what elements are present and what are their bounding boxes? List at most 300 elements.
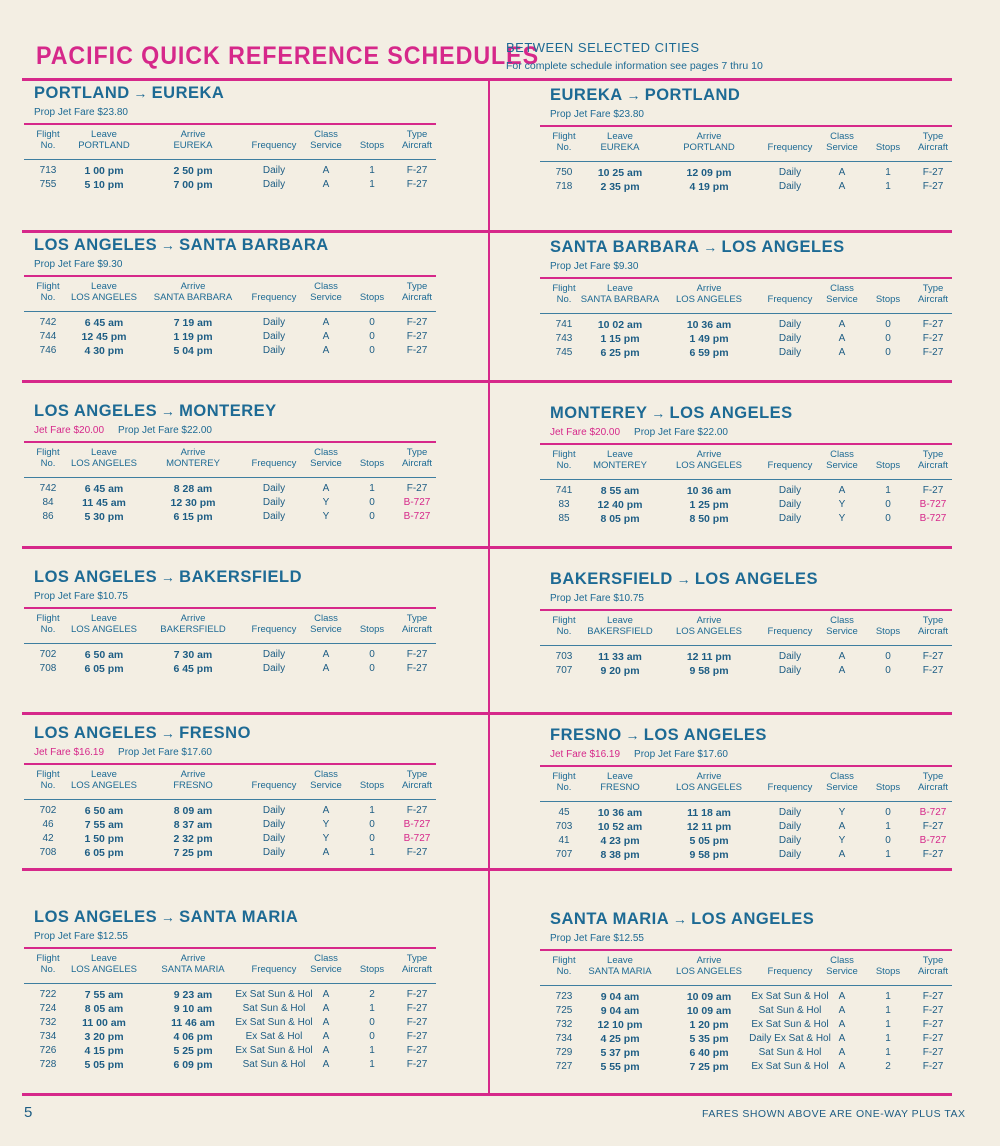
header-leave-line1: Leave [607,131,633,142]
aircraft-type: F-27 [922,991,944,1002]
destination-city: SANTA BARBARA [179,236,329,254]
flight-number: 743 [555,333,573,344]
route-section [24,402,436,524]
header-type-line2: Aircraft [401,964,433,975]
class-service: A [838,1005,846,1016]
header-type [908,131,958,153]
leave-time: 8 38 pm [600,849,640,861]
class-service: Y [838,835,846,846]
frequency: Daily [778,319,802,330]
arrive-time: 12 09 pm [686,167,732,179]
prop-jet-fare: Prop Jet Fare $23.80 [34,107,128,118]
prop-jet-fare: Prop Jet Fare $22.00 [118,425,212,436]
table-row [540,1060,952,1074]
header-type-line2: Aircraft [917,626,949,637]
arrive-time: 7 30 am [173,649,213,661]
class-service: A [838,821,846,832]
frequency: Daily [262,179,286,190]
fare-line [24,931,436,945]
arrive-time: 1 49 pm [689,333,729,345]
header-leave [570,615,670,637]
header-type-line1: Type [922,955,944,966]
destination-city: LOS ANGELES [669,404,793,422]
arrive-time: 10 36 am [686,485,732,497]
flight-number: 750 [555,167,573,178]
aircraft-type: F-27 [922,485,944,496]
route-title [24,402,436,424]
fare-line [24,107,436,121]
header-class-line2: Service [826,460,858,471]
prop-jet-fare: Prop Jet Fare $9.30 [34,259,123,270]
header-type-line2: Aircraft [917,294,949,305]
header-class-line2: Service [310,458,342,469]
header-leave-line2: LOS ANGELES [70,458,137,469]
table-row [540,848,952,862]
arrive-time: 11 46 am [171,1017,215,1029]
header-type [392,447,442,469]
table-row [540,820,952,834]
header-arrive-line2: LOS ANGELES [675,294,742,305]
header-arrive-line1: Arrive [696,449,722,460]
frequency: Sat Sun & Hol [242,1003,306,1014]
jet-fare: Jet Fare $16.19 [34,747,105,758]
destination-city: FRESNO [179,724,251,742]
section-rule [540,277,952,279]
header-underline [540,161,952,162]
route-section [540,404,952,526]
header-flight-line1: Flight [36,953,60,964]
header-stops: Stops [875,626,901,637]
origin-city: BAKERSFIELD [550,570,673,588]
column-header [540,449,952,479]
destination-city: LOS ANGELES [643,726,767,744]
frequency: Sat Sun & Hol [758,1047,822,1058]
header-leave-line1: Leave [607,771,633,782]
leave-time: 4 25 pm [600,1033,640,1045]
header-leave-line1: Leave [91,281,117,292]
prop-jet-fare: Prop Jet Fare $22.00 [634,427,728,438]
header-frequency: Frequency [767,782,813,793]
footer-note: FARES SHOWN ABOVE ARE ONE-WAY PLUS TAX [702,1108,966,1120]
leave-time: 8 05 pm [600,513,640,525]
table-row [540,664,952,678]
stops: 0 [885,807,891,818]
airplane-arrow-icon: → [133,85,148,101]
arrive-time: 10 09 am [686,991,732,1003]
origin-city: PORTLAND [34,84,130,102]
header-arrive-line2: BAKERSFIELD [160,624,226,635]
leave-time: 5 10 pm [84,179,124,191]
arrive-time: 12 11 pm [686,821,732,833]
aircraft-type: F-27 [406,483,428,494]
flight-number: 702 [39,649,57,660]
stops: 0 [369,663,375,674]
table-row [24,648,436,662]
stops: 1 [369,179,375,190]
fare-line [540,593,952,607]
stops: 1 [369,165,375,176]
leave-time: 6 45 am [84,317,124,329]
header-class-line1: Class [314,953,338,964]
flight-number: 745 [555,347,573,358]
header-frequency: Frequency [251,624,297,635]
class-service: A [322,805,330,816]
header-arrive [143,769,243,791]
arrive-time: 9 58 pm [689,665,729,677]
flight-number: 702 [39,805,57,816]
header-flight-line1: Flight [552,283,576,294]
table-row [540,834,952,848]
origin-city: MONTEREY [550,404,648,422]
airplane-arrow-icon: → [651,405,666,421]
header-leave-line1: Leave [91,769,117,780]
arrive-time: 11 18 am [687,807,731,819]
route-section [24,908,436,1072]
airplane-arrow-icon: → [703,239,718,255]
header-leave [570,283,670,305]
stops: 0 [369,1031,375,1042]
arrive-time: 5 35 pm [689,1033,729,1045]
class-service: A [322,1059,330,1070]
header-frequency: Frequency [767,626,813,637]
header-frequency: Frequency [251,292,297,303]
section-rule [540,443,952,445]
header-arrive-line1: Arrive [180,613,206,624]
stops: 0 [369,1017,375,1028]
header-stops: Stops [875,966,901,977]
header-flight-line2: No. [556,294,572,305]
column-header [540,955,952,985]
header-arrive [659,615,759,637]
class-service: A [838,485,846,496]
stops: 0 [369,649,375,660]
header-flight-line2: No. [556,966,572,977]
section-separator-rule [22,230,488,233]
header-class-line1: Class [830,283,854,294]
header-underline [540,645,952,646]
header-flight-line1: Flight [552,771,576,782]
arrive-time: 2 32 pm [173,833,213,845]
frequency: Daily [778,849,802,860]
header-leave [54,613,154,635]
header-arrive-line2: LOS ANGELES [675,966,742,977]
section-rule [540,125,952,127]
header-type-line1: Type [406,129,428,140]
header-leave [570,771,670,793]
arrive-time: 8 50 pm [689,513,729,525]
leave-time: 12 10 pm [597,1019,643,1031]
flight-number: 734 [555,1033,573,1044]
header-arrive-line2: LOS ANGELES [675,782,742,793]
header-class-line1: Class [314,769,338,780]
table-row [540,166,952,180]
stops: 0 [369,331,375,342]
schedule-table-body [540,484,952,526]
aircraft-type: F-27 [922,1033,944,1044]
route-title [540,726,952,748]
section-separator-rule [22,546,488,549]
route-title [24,84,436,106]
aircraft-type: F-27 [406,1059,428,1070]
header-class-line1: Class [314,613,338,624]
header-flight-line1: Flight [552,615,576,626]
leave-time: 9 04 am [600,1005,640,1017]
class-service: A [838,849,846,860]
header-type-line1: Type [406,447,428,458]
aircraft-type: F-27 [922,651,944,662]
stops: 1 [885,1033,891,1044]
route-section [540,86,952,194]
section-separator-rule [490,380,952,383]
table-row [24,330,436,344]
leave-time: 4 30 pm [84,345,124,357]
fare-line [540,933,952,947]
class-service: A [838,1061,846,1072]
header-type [908,283,958,305]
page-subtitle: BETWEEN SELECTED CITIES [506,40,700,55]
aircraft-type: F-27 [922,1019,944,1030]
jet-fare: Jet Fare $20.00 [550,427,621,438]
flight-number: 708 [39,663,57,674]
leave-time: 10 25 am [597,167,643,179]
arrive-time: 5 04 pm [173,345,213,357]
destination-city: LOS ANGELES [694,570,818,588]
class-service: A [322,649,330,660]
arrive-time: 4 19 pm [689,181,729,193]
header-arrive [143,281,243,303]
column-header [24,953,436,983]
column-header [24,769,436,799]
header-class-line2: Service [826,142,858,153]
destination-city: EUREKA [151,84,225,102]
header-class-line1: Class [314,281,338,292]
aircraft-type: F-27 [406,317,428,328]
frequency: Daily [262,497,286,508]
section-separator-rule [490,546,952,549]
destination-city: PORTLAND [644,86,741,104]
header-frequency: Frequency [251,458,297,469]
header-type-line1: Type [922,615,944,626]
arrive-time: 7 19 am [173,317,213,329]
header-flight-line1: Flight [552,131,576,142]
flight-number: 725 [555,1005,573,1016]
origin-city: SANTA MARIA [550,910,670,928]
column-header [24,447,436,477]
class-service: A [322,331,330,342]
header-arrive-line2: LOS ANGELES [675,460,742,471]
frequency: Ex Sat Sun & Hol [751,1061,829,1072]
arrive-time: 8 09 am [173,805,213,817]
header-underline [24,643,436,644]
frequency: Daily [262,345,286,356]
flight-number: 713 [39,165,57,176]
origin-city: LOS ANGELES [34,908,158,926]
leave-time: 5 30 pm [84,511,124,523]
schedule-table-body [24,988,436,1072]
route-title [540,570,952,592]
section-separator-rule [490,712,952,715]
route-title [540,404,952,426]
airplane-arrow-icon: → [160,569,176,585]
class-service: A [322,663,330,674]
class-service: A [838,1033,846,1044]
frequency: Daily [262,331,286,342]
aircraft-type: F-27 [922,821,944,832]
header-type-line1: Type [406,281,428,292]
table-row [540,990,952,1004]
header-leave-line2: PORTLAND [78,140,130,151]
class-service: Y [838,499,846,510]
table-row [540,498,952,512]
table-row [540,346,952,360]
section-rule [540,609,952,611]
header-class-line2: Service [826,626,858,637]
header-type-line1: Type [922,449,944,460]
frequency: Ex Sat Sun & Hol [751,1019,829,1030]
aircraft-type: B-727 [919,499,947,510]
header-underline [24,983,436,984]
class-service: A [322,483,330,494]
schedule-table-body [24,648,436,676]
header-class-line2: Service [310,624,342,635]
leave-time: 7 55 am [84,819,124,831]
header-stops: Stops [359,140,385,151]
header-class-line2: Service [310,140,342,151]
header-leave [570,449,670,471]
header-flight-line1: Flight [36,129,60,140]
origin-city: SANTA BARBARA [550,238,700,256]
route-section [540,238,952,360]
stops: 1 [885,181,891,192]
header-stops: Stops [875,460,901,471]
stops: 2 [885,1061,891,1072]
header-class-line1: Class [830,771,854,782]
page-note: For complete schedule information see pages 7 thru 10 [506,60,763,72]
frequency: Daily [262,483,286,494]
leave-time: 9 20 pm [600,665,640,677]
class-service: Y [322,833,330,844]
flight-number: 85 [558,513,570,524]
flight-number: 732 [39,1017,57,1028]
header-leave [54,281,154,303]
header-arrive-line2: MONTEREY [166,458,220,469]
airplane-arrow-icon: → [625,727,641,743]
leave-time: 9 04 am [600,991,640,1003]
flight-number: 742 [39,317,57,328]
arrive-time: 5 05 pm [689,835,729,847]
header-leave [570,955,670,977]
header-underline [540,313,952,314]
column-header [540,771,952,801]
column-header [540,615,952,645]
route-title [24,908,436,930]
header-type [908,615,958,637]
class-service: A [322,345,330,356]
class-service: A [322,317,330,328]
schedule-table-body [24,804,436,860]
section-separator-rule [22,380,488,383]
flight-number: 86 [42,511,54,522]
aircraft-type: F-27 [406,847,428,858]
header-leave-line1: Leave [607,283,633,294]
section-rule [540,949,952,951]
frequency: Daily [262,317,286,328]
header-leave [54,953,154,975]
header-class [301,953,351,975]
route-section [24,724,436,860]
prop-jet-fare: Prop Jet Fare $12.55 [550,933,644,944]
class-service: A [322,847,330,858]
header-flight-line2: No. [40,624,56,635]
header-leave-line1: Leave [91,953,117,964]
leave-time: 5 05 pm [84,1059,124,1071]
aircraft-type: F-27 [922,347,944,358]
bottom-rule [22,1093,952,1096]
arrive-time: 6 45 pm [173,663,213,675]
stops: 0 [369,317,375,328]
table-row [24,804,436,818]
route-title [24,236,436,258]
stops: 1 [369,1003,375,1014]
table-row [24,988,436,1002]
header-frequency: Frequency [767,460,813,471]
section-rule [24,763,436,765]
prop-jet-fare: Prop Jet Fare $10.75 [34,591,128,602]
frequency: Ex Sat Sun & Hol [751,991,829,1002]
column-header [24,129,436,159]
aircraft-type: F-27 [406,663,428,674]
flight-number: 707 [555,665,573,676]
airplane-arrow-icon: → [626,87,641,103]
stops: 0 [885,499,891,510]
section-separator-rule [490,230,952,233]
leave-time: 10 36 am [597,807,643,819]
frequency: Daily [778,665,802,676]
header-arrive [659,955,759,977]
stops: 2 [369,989,375,1000]
arrive-time: 7 00 pm [173,179,213,191]
header-type-line1: Type [406,613,428,624]
leave-time: 6 45 am [84,483,124,495]
frequency: Daily [778,347,802,358]
fare-line [540,261,952,275]
aircraft-type: F-27 [406,179,428,190]
header-type [908,771,958,793]
table-row [540,180,952,194]
aircraft-type: F-27 [922,849,944,860]
flight-number: 703 [555,651,573,662]
leave-time: 10 02 am [597,319,643,331]
stops: 0 [885,835,891,846]
leave-time: 8 55 am [600,485,640,497]
route-title [24,568,436,590]
column-header [24,613,436,643]
aircraft-type: F-27 [406,331,428,342]
frequency: Daily [262,649,286,660]
header-underline [24,477,436,478]
header-arrive-line2: LOS ANGELES [675,626,742,637]
page-number: 5 [24,1104,33,1121]
header-leave-line2: FRESNO [600,782,640,793]
header-frequency: Frequency [767,966,813,977]
aircraft-type: B-727 [403,833,431,844]
header-flight-line1: Flight [552,955,576,966]
prop-jet-fare: Prop Jet Fare $23.80 [550,109,644,120]
aircraft-type: F-27 [406,989,428,1000]
arrive-time: 12 11 pm [686,651,732,663]
header-type-line2: Aircraft [401,780,433,791]
fare-line [24,591,436,605]
